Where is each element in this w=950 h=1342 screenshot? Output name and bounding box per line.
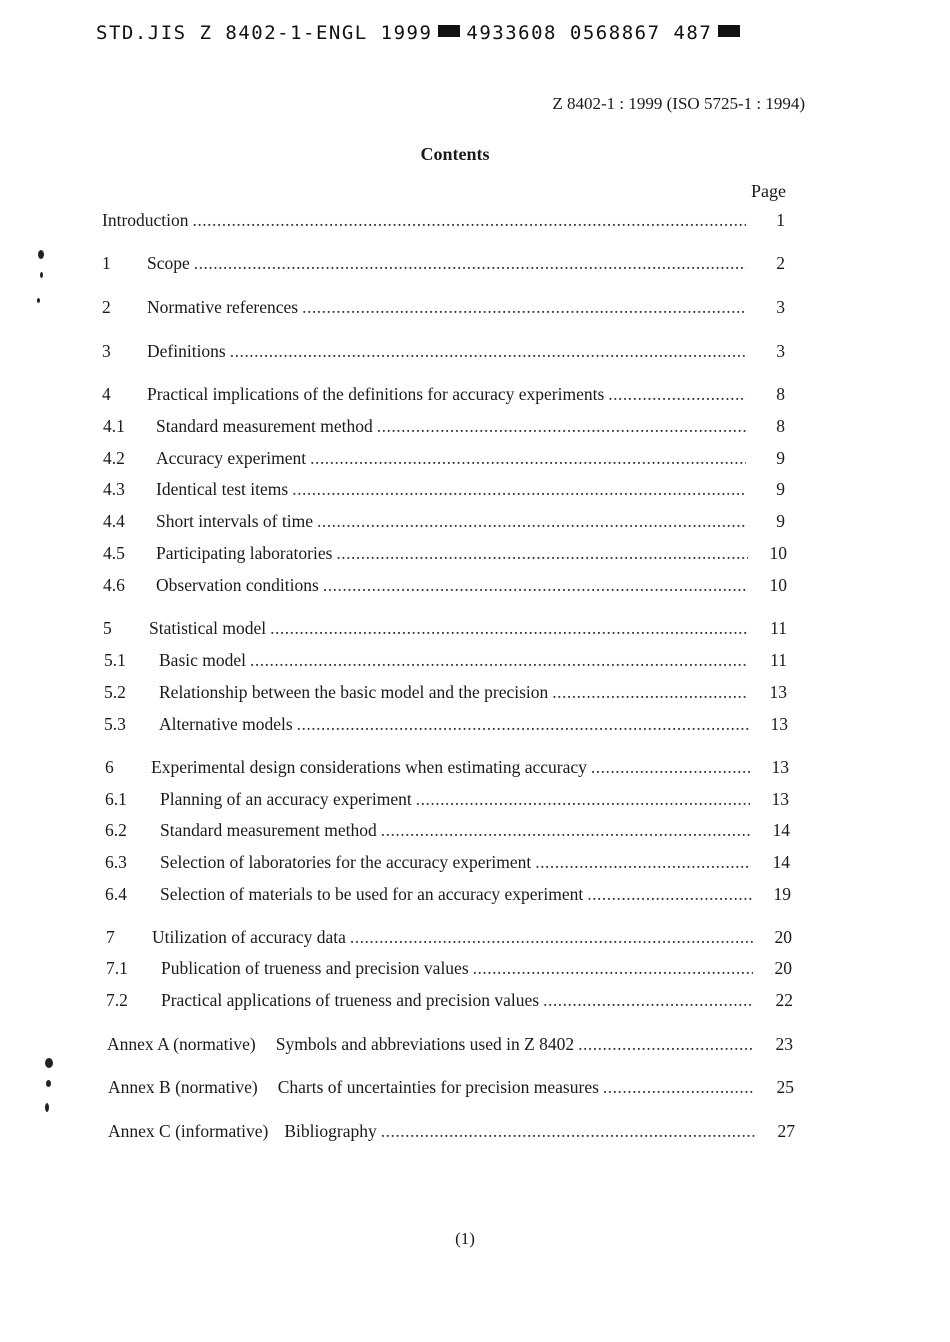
page-number: (1) bbox=[455, 1229, 475, 1248]
toc-entry bbox=[104, 714, 788, 735]
toc-entry-page: 13 bbox=[769, 682, 787, 702]
redaction-block-2 bbox=[718, 25, 740, 37]
toc-entry-number: 7 bbox=[106, 927, 115, 947]
toc-entry-number: 4.5 bbox=[103, 543, 125, 563]
toc-entry-title: Basic model bbox=[159, 650, 246, 670]
toc-entry-number: 3 bbox=[102, 341, 111, 361]
toc-leader-dots bbox=[323, 575, 748, 596]
toc-leader-dots bbox=[194, 253, 746, 274]
toc-leader-dots bbox=[270, 618, 748, 639]
toc-entry-title: Alternative models bbox=[159, 714, 293, 734]
toc-entry-title: Charts of uncertainties for precision measures bbox=[277, 1077, 599, 1097]
toc-entry-page: 19 bbox=[773, 884, 791, 904]
toc-entry bbox=[103, 543, 787, 564]
toc-leader-dots bbox=[297, 714, 749, 735]
toc-entry-number: 4.2 bbox=[103, 448, 125, 468]
toc-entry-page: 11 bbox=[770, 618, 787, 638]
toc-entry-title: Practical implications of the definitions for accuracy experiments bbox=[147, 384, 605, 404]
toc-entry-page: 9 bbox=[776, 448, 785, 468]
scan-speck bbox=[46, 1080, 51, 1087]
document-stamp bbox=[96, 22, 746, 44]
stamp-text-1: STD.JIS Z 8402-1-ENGL 1999 bbox=[96, 22, 433, 44]
toc-entry-number: Annex C (informative) bbox=[108, 1121, 269, 1141]
toc-entry bbox=[105, 820, 790, 841]
toc-entry-page: 3 bbox=[776, 341, 785, 361]
toc-entry-page: 8 bbox=[776, 416, 785, 436]
toc-entry-title: Scope bbox=[147, 253, 190, 273]
toc-leader-dots bbox=[336, 543, 748, 564]
toc-leader-dots bbox=[381, 820, 751, 841]
toc-entry-number: 2 bbox=[102, 297, 111, 317]
toc-entry bbox=[108, 1121, 795, 1142]
toc-entry bbox=[102, 341, 785, 362]
toc-entry-page: 25 bbox=[776, 1077, 794, 1097]
toc-entry bbox=[106, 958, 792, 979]
toc-entry-title: Identical test items bbox=[156, 479, 289, 499]
toc-leader-dots bbox=[543, 990, 754, 1011]
toc-entry-title: Utilization of accuracy data bbox=[152, 927, 346, 947]
toc-entry-number: 6.1 bbox=[105, 789, 127, 809]
toc-leader-dots bbox=[193, 210, 746, 231]
toc-entry-title: Relationship between the basic model and the precision bbox=[159, 682, 549, 702]
toc-entry-page: 13 bbox=[771, 789, 789, 809]
toc-entry-title: Normative references bbox=[147, 297, 299, 317]
toc-entry-title: Statistical model bbox=[149, 618, 267, 638]
toc-entry-page: 14 bbox=[772, 820, 790, 840]
toc-leader-dots bbox=[416, 789, 750, 810]
toc-entry bbox=[108, 1077, 794, 1098]
toc-entry-number: 4.4 bbox=[103, 511, 125, 531]
toc-entry-page: 11 bbox=[770, 650, 787, 670]
toc-leader-dots bbox=[587, 884, 752, 905]
toc-entry-page: 10 bbox=[769, 543, 787, 563]
toc-entry-number: 5 bbox=[103, 618, 112, 638]
toc-leader-dots bbox=[473, 958, 753, 979]
toc-entry-number: 4.3 bbox=[103, 479, 125, 499]
scan-speck bbox=[40, 272, 43, 278]
toc-entry-page: 2 bbox=[776, 253, 785, 273]
page-column-header: Page bbox=[751, 181, 786, 201]
toc-entry bbox=[103, 618, 787, 639]
toc-entry-title: Short intervals of time bbox=[156, 511, 313, 531]
toc-entry-title: Practical applications of trueness and precision values bbox=[161, 990, 540, 1010]
toc-entry bbox=[103, 479, 785, 500]
toc-entry-number: 6 bbox=[105, 757, 114, 777]
toc-entry bbox=[103, 511, 785, 532]
toc-entry bbox=[105, 789, 789, 810]
contents-heading: Contents bbox=[420, 144, 490, 164]
toc-entry-number: 5.1 bbox=[104, 650, 126, 670]
toc-leader-dots bbox=[350, 927, 753, 948]
toc-entry bbox=[107, 1034, 793, 1055]
toc-leader-dots bbox=[377, 416, 746, 437]
toc-entry-title: Selection of laboratories for the accuracy experiment bbox=[160, 852, 532, 872]
toc-entry-number: 6.4 bbox=[105, 884, 127, 904]
toc-leader-dots bbox=[292, 479, 746, 500]
scan-speck bbox=[37, 298, 40, 303]
toc-leader-dots bbox=[381, 1121, 756, 1142]
toc-entry-page: 8 bbox=[776, 384, 785, 404]
toc-entry-page: 22 bbox=[775, 990, 793, 1010]
toc-entry-page: 14 bbox=[772, 852, 790, 872]
toc-entry-number: Annex A (normative) bbox=[107, 1034, 256, 1054]
toc-entry-title: Planning of an accuracy experiment bbox=[160, 789, 412, 809]
toc-entry-number: 4.6 bbox=[103, 575, 125, 595]
toc-entry bbox=[105, 852, 790, 873]
toc-leader-dots bbox=[230, 341, 746, 362]
toc-entry-title: Bibliography bbox=[284, 1121, 377, 1141]
toc-entry bbox=[102, 384, 785, 405]
toc-entry-title: Accuracy experiment bbox=[156, 448, 307, 468]
toc-entry-page: 20 bbox=[774, 927, 792, 947]
toc-entry-number: 6.3 bbox=[105, 852, 127, 872]
toc-entry-title: Selection of materials to be used for an accuracy experiment bbox=[160, 884, 584, 904]
scan-speck bbox=[38, 250, 44, 259]
toc-entry-title: Introduction bbox=[102, 210, 189, 230]
toc-entry-title: Definitions bbox=[147, 341, 226, 361]
toc-entry bbox=[103, 575, 787, 596]
toc-entry-number: 7.1 bbox=[106, 958, 128, 978]
toc-entry bbox=[106, 927, 792, 948]
toc-leader-dots bbox=[310, 448, 746, 469]
toc-entry-number: Annex B (normative) bbox=[108, 1077, 258, 1097]
toc-entry bbox=[106, 990, 793, 1011]
toc-leader-dots bbox=[302, 297, 746, 318]
toc-entry-title: Symbols and abbreviations used in Z 8402 bbox=[275, 1034, 575, 1054]
scan-speck bbox=[45, 1058, 53, 1068]
toc-entry-number: 7.2 bbox=[106, 990, 128, 1010]
toc-entry bbox=[105, 757, 789, 778]
toc-leader-dots bbox=[608, 384, 746, 405]
toc-entry-page: 27 bbox=[777, 1121, 795, 1141]
toc-entry-page: 13 bbox=[771, 757, 789, 777]
toc-entry-title: Experimental design considerations when estimating accuracy bbox=[151, 757, 587, 777]
toc-entry bbox=[104, 682, 787, 703]
toc-leader-dots bbox=[603, 1077, 755, 1098]
toc-entry-title: Publication of trueness and precision values bbox=[161, 958, 469, 978]
toc-entry-title: Participating laboratories bbox=[156, 543, 333, 563]
toc-entry bbox=[105, 884, 791, 905]
toc-entry-page: 23 bbox=[775, 1034, 793, 1054]
toc-entry-number: 4.1 bbox=[103, 416, 125, 436]
toc-entry-title: Observation conditions bbox=[156, 575, 319, 595]
toc-entry-page: 10 bbox=[769, 575, 787, 595]
toc-leader-dots bbox=[535, 852, 751, 873]
toc-entry-number: 6.2 bbox=[105, 820, 127, 840]
toc-entry bbox=[104, 650, 787, 671]
toc-entry bbox=[102, 297, 785, 318]
stamp-text-2: 4933608 0568867 487 bbox=[466, 22, 713, 44]
toc-entry-page: 20 bbox=[774, 958, 792, 978]
toc-entry-page: 1 bbox=[776, 210, 785, 230]
toc-entry-title: Standard measurement method bbox=[156, 416, 373, 436]
toc-entry-number: 5.3 bbox=[104, 714, 126, 734]
toc-leader-dots bbox=[317, 511, 746, 532]
scan-speck bbox=[45, 1103, 49, 1112]
toc-entry bbox=[103, 416, 785, 437]
toc-entry-title: Standard measurement method bbox=[160, 820, 377, 840]
toc-leader-dots bbox=[591, 757, 750, 778]
toc-entry-number: 5.2 bbox=[104, 682, 126, 702]
toc-entry-page: 13 bbox=[770, 714, 788, 734]
toc-entry bbox=[102, 253, 785, 274]
toc-leader-dots bbox=[250, 650, 748, 671]
toc-entry-number: 1 bbox=[102, 253, 111, 273]
toc-entry-page: 9 bbox=[776, 479, 785, 499]
toc-leader-dots bbox=[578, 1034, 754, 1055]
toc-leader-dots bbox=[552, 682, 748, 703]
document-id: Z 8402-1 : 1999 (ISO 5725-1 : 1994) bbox=[552, 94, 805, 113]
toc-entry bbox=[102, 210, 785, 231]
toc-entry-page: 3 bbox=[776, 297, 785, 317]
toc-entry-number: 4 bbox=[102, 384, 111, 404]
toc-entry bbox=[103, 448, 785, 469]
toc-entry-page: 9 bbox=[776, 511, 785, 531]
redaction-block-1 bbox=[438, 25, 460, 37]
